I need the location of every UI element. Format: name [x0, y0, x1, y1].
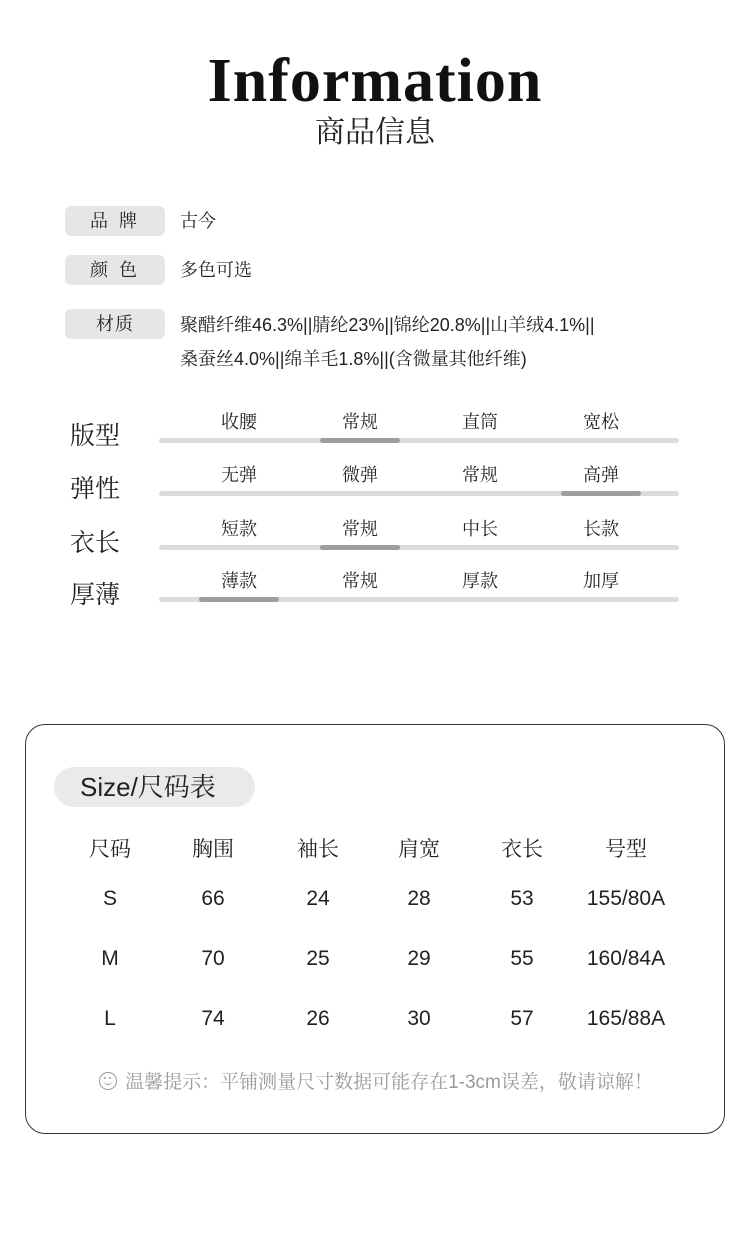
info-value-material-line2: 桑蚕丝4.0%||绵羊毛1.8%||(含微量其他纤维): [180, 349, 527, 369]
attr-option: 厚款: [462, 571, 498, 591]
size-header-cell: 尺码: [89, 838, 131, 861]
size-header-cell: 袖长: [297, 838, 339, 861]
attr-option: 薄款: [221, 571, 257, 591]
smile-icon: [99, 1072, 117, 1090]
size-cell: S: [102, 887, 117, 910]
attr-option: 常规: [342, 412, 378, 432]
size-cell: 155/80A: [586, 887, 666, 910]
info-value-material-line1: 聚醋纤维46.3%||腈纶23%||锦纶20.8%||山羊绒4.1%||: [180, 315, 595, 335]
size-cell: 74: [201, 1007, 225, 1030]
attr-row-length: [70, 517, 685, 567]
size-cell: 70: [201, 947, 225, 970]
attr-row-thickness: [70, 569, 685, 619]
attr-track-thickness: [159, 597, 679, 602]
size-chart-title: Size/尺码表: [54, 767, 255, 807]
page-title: Information: [207, 47, 543, 115]
size-tip: [26, 1069, 726, 1097]
attr-highlight-length: [320, 545, 400, 550]
size-tip-text: 温馨提示：平铺测量尺寸数据可能存在1-3cm误差，敬请谅解！: [125, 1072, 653, 1093]
attr-option: 短款: [221, 519, 257, 539]
size-cell: 160/84A: [586, 947, 666, 970]
size-cell: 25: [306, 947, 330, 970]
attr-highlight-elasticity: [561, 491, 641, 496]
size-cell: 26: [306, 1007, 330, 1030]
attr-option: 常规: [342, 571, 378, 591]
attr-name-thickness: 厚薄: [70, 581, 121, 609]
attr-track-fit: [159, 438, 679, 443]
size-cell: M: [101, 947, 119, 970]
attr-name-fit: 版型: [70, 422, 121, 450]
attr-highlight-thickness: [199, 597, 279, 602]
info-value-brand: 古今: [180, 211, 216, 231]
size-cell: 53: [510, 887, 534, 910]
attr-option: 常规: [342, 519, 378, 539]
size-chart-card: [25, 724, 725, 1134]
size-cell: 165/88A: [586, 1007, 666, 1030]
info-label-brand: 品 牌: [65, 206, 165, 236]
page-subtitle: 商品信息: [315, 116, 435, 149]
size-header-cell: 肩宽: [398, 838, 440, 861]
size-cell: 24: [306, 887, 330, 910]
info-label-material: 材质: [65, 309, 165, 339]
attr-name-length: 衣长: [70, 529, 121, 557]
size-cell: 29: [407, 947, 431, 970]
attr-option: 直筒: [462, 412, 498, 432]
size-cell: 55: [510, 947, 534, 970]
attr-row-elasticity: [70, 463, 685, 513]
attr-track-length: [159, 545, 679, 550]
attr-option: 微弹: [342, 465, 378, 485]
attr-option: 宽松: [583, 412, 619, 432]
attr-option: 常规: [462, 465, 498, 485]
info-value-color: 多色可选: [180, 260, 252, 280]
attr-option: 长款: [583, 519, 619, 539]
info-label-color: 颜 色: [65, 255, 165, 285]
attr-track-elasticity: [159, 491, 679, 496]
size-cell: 28: [407, 887, 431, 910]
attr-name-elasticity: 弹性: [70, 475, 121, 503]
size-cell: 66: [201, 887, 225, 910]
attr-option: 无弹: [221, 465, 257, 485]
size-header-cell: 衣长: [501, 838, 543, 861]
size-cell: L: [104, 1007, 116, 1030]
size-header-cell: 号型: [605, 838, 647, 861]
size-cell: 30: [407, 1007, 431, 1030]
attr-option: 中长: [462, 519, 498, 539]
attr-option: 加厚: [583, 571, 619, 591]
attr-option: 收腰: [221, 412, 257, 432]
attr-option: 高弹: [583, 465, 619, 485]
size-cell: 57: [510, 1007, 534, 1030]
size-header-cell: 胸围: [192, 838, 234, 861]
attr-row-fit: [70, 410, 685, 460]
attr-highlight-fit: [320, 438, 400, 443]
